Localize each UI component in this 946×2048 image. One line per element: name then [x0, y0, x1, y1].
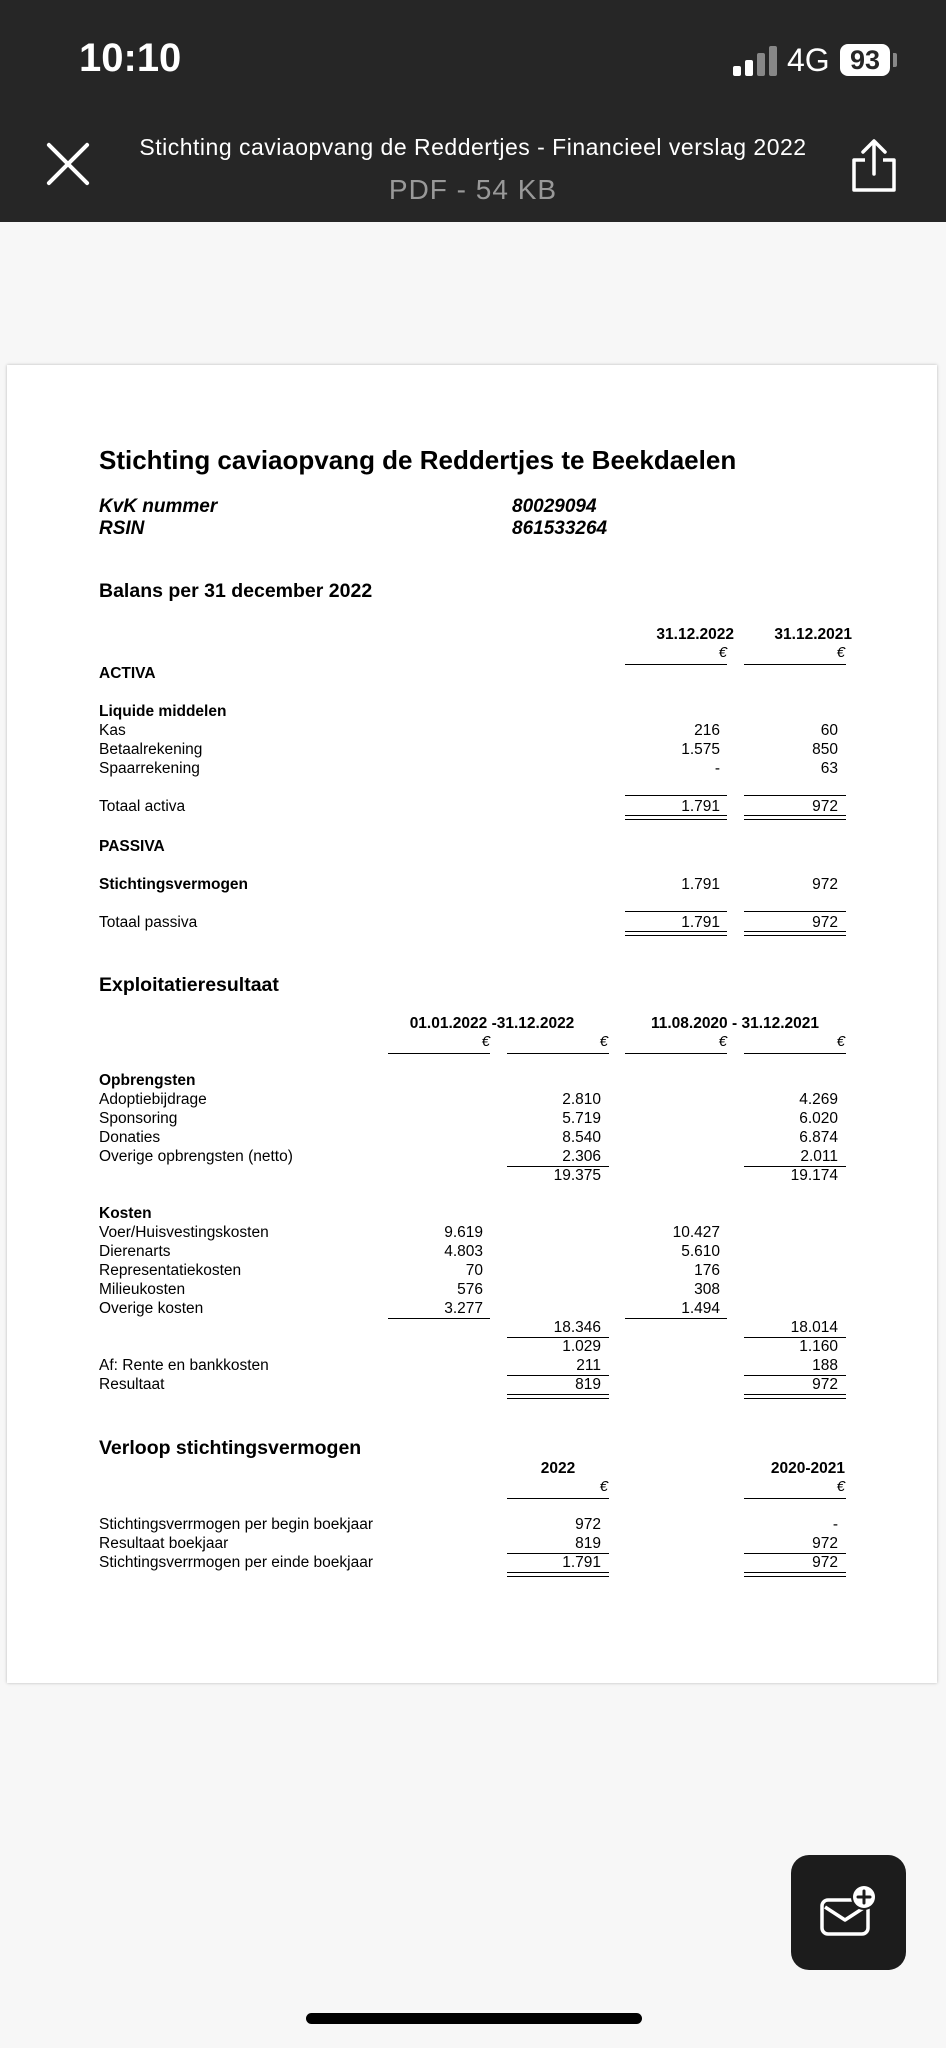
balans-row-value: - — [714, 760, 720, 777]
kosten-value: 9.619 — [444, 1224, 483, 1241]
totaal-activa-value: 972 — [812, 798, 838, 815]
divider — [744, 795, 846, 796]
verloop-value: 972 — [575, 1516, 601, 1533]
double-underline — [744, 815, 846, 820]
stichtingsvermogen-value: 1.791 — [681, 876, 720, 893]
double-underline — [507, 1394, 609, 1399]
divider — [507, 1498, 609, 1499]
kvk-label: KvK nummer — [99, 496, 218, 517]
stichtingsvermogen-label: Stichtingsvermogen — [99, 876, 248, 893]
double-underline — [744, 1394, 846, 1399]
currency-label: € — [718, 1033, 727, 1050]
verloop-value: 972 — [812, 1554, 838, 1571]
battery-icon: 93 — [840, 44, 890, 76]
divider — [744, 664, 846, 665]
divider — [388, 1318, 490, 1319]
balans-row-label: Spaarrekening — [99, 760, 200, 777]
opbrengsten-value: 4.269 — [799, 1091, 838, 1108]
battery-tip — [893, 53, 897, 67]
divider — [625, 1053, 727, 1054]
rsin-label: RSIN — [99, 518, 145, 539]
divider — [625, 1318, 727, 1319]
opbrengsten-value: 6.020 — [799, 1110, 838, 1127]
opbrengsten-value: 2.810 — [562, 1091, 601, 1108]
verloop-label: Resultaat boekjaar — [99, 1535, 229, 1552]
balans-row-value: 216 — [694, 722, 720, 739]
verloop-value: 972 — [812, 1535, 838, 1552]
opbrengsten-value: 6.874 — [799, 1129, 838, 1146]
kosten-value: 576 — [457, 1281, 483, 1298]
opbrengsten-value: 2.306 — [562, 1148, 601, 1165]
kosten-heading: Kosten — [99, 1205, 152, 1222]
activa-heading: ACTIVA — [99, 665, 156, 682]
balans-row-value: 1.575 — [681, 741, 720, 758]
opbrengsten-value: 8.540 — [562, 1129, 601, 1146]
kosten-value: 1.494 — [681, 1300, 720, 1317]
verloop-label: Stichtingsverrmogen per einde boekjaar — [99, 1554, 373, 1571]
currency-label: € — [599, 1033, 608, 1050]
opbrengsten-value: 2.011 — [800, 1148, 838, 1165]
rente-value: 211 — [576, 1357, 601, 1374]
kosten-value: 70 — [465, 1262, 483, 1279]
divider — [388, 1053, 490, 1054]
kosten-value: 308 — [694, 1281, 720, 1298]
kosten-label: Overige kosten — [99, 1300, 204, 1317]
mail-add-icon — [819, 1883, 879, 1939]
subtotal-value: 1.160 — [799, 1338, 838, 1355]
status-time: 10:10 — [79, 36, 182, 80]
kosten-value: 5.610 — [681, 1243, 720, 1260]
totaal-passiva-label: Totaal passiva — [99, 914, 198, 931]
divider — [625, 911, 727, 912]
document-title: Stichting caviaopvang de Reddertjes - Financieel verslag 2022 — [139, 134, 807, 160]
divider — [625, 664, 727, 665]
verloop-heading: Verloop stichtingsvermogen — [99, 1437, 362, 1459]
divider — [744, 1498, 846, 1499]
verloop-label: Stichtingsverrmogen per begin boekjaar — [99, 1516, 373, 1533]
kosten-label: Milieukosten — [99, 1281, 186, 1298]
currency-label: € — [718, 644, 727, 661]
balans-row-value: 63 — [820, 760, 838, 777]
opbrengsten-label: Overige opbrengsten (netto) — [99, 1148, 293, 1165]
kosten-label: Voer/Huisvestingskosten — [99, 1224, 269, 1241]
share-icon[interactable] — [848, 138, 900, 194]
verloop-value: 819 — [575, 1535, 601, 1552]
balans-row-label: Kas — [99, 722, 126, 739]
kosten-value: 4.803 — [444, 1243, 483, 1260]
balans-row-label: Betaalrekening — [99, 741, 203, 758]
kosten-label: Dierenarts — [99, 1243, 171, 1260]
document-subtitle: PDF - 54 KB — [388, 174, 558, 205]
kvk-value: 80029094 — [512, 496, 597, 517]
resultaat-value: 819 — [575, 1376, 601, 1393]
double-underline — [625, 931, 727, 936]
document-heading: Stichting caviaopvang de Reddertjes te Beekdaelen — [99, 445, 737, 475]
pdf-page[interactable] — [7, 365, 937, 1683]
signal-icon — [733, 44, 777, 76]
opbrengsten-total: 19.375 — [553, 1167, 601, 1184]
opbrengsten-total: 19.174 — [790, 1167, 838, 1184]
totaal-passiva-value: 1.791 — [681, 914, 720, 931]
exploitatie-heading: Exploitatieresultaat — [99, 974, 279, 996]
verloop-col1-header: 2022 — [540, 1460, 576, 1477]
currency-label: € — [836, 1478, 845, 1495]
verloop-value: - — [832, 1516, 838, 1533]
network-label: 4G — [787, 42, 830, 78]
rente-value: 188 — [812, 1357, 838, 1374]
passiva-heading: PASSIVA — [99, 838, 165, 855]
divider — [744, 1053, 846, 1054]
totaal-passiva-value: 972 — [812, 914, 838, 931]
opbrengsten-label: Sponsoring — [99, 1110, 178, 1127]
period1-header: 01.01.2022 -31.12.2022 — [409, 1015, 575, 1032]
opbrengsten-label: Donaties — [99, 1129, 161, 1146]
currency-label: € — [836, 644, 845, 661]
divider — [744, 911, 846, 912]
opbrengsten-heading: Opbrengsten — [99, 1072, 196, 1089]
kosten-value: 3.277 — [444, 1300, 483, 1317]
totaal-activa-label: Totaal activa — [99, 798, 186, 815]
rente-label: Af: Rente en bankkosten — [99, 1357, 269, 1374]
top-bar — [0, 0, 946, 222]
divider — [625, 795, 727, 796]
kosten-value: 10.427 — [672, 1224, 720, 1241]
currency-label: € — [481, 1033, 490, 1050]
double-underline — [625, 815, 727, 820]
kosten-total: 18.346 — [553, 1319, 601, 1336]
rsin-value: 861533264 — [512, 518, 608, 539]
double-underline — [744, 931, 846, 936]
totaal-activa-value: 1.791 — [681, 798, 720, 815]
kosten-label: Representatiekosten — [99, 1262, 242, 1279]
balans-row-value: 850 — [812, 741, 838, 758]
verloop-value: 1.791 — [562, 1554, 601, 1571]
verloop-col2-header: 2020-2021 — [770, 1460, 845, 1477]
resultaat-value: 972 — [812, 1376, 838, 1393]
kosten-value: 176 — [694, 1262, 720, 1279]
balans-heading: Balans per 31 december 2022 — [99, 580, 373, 602]
balans-col1-header: 31.12.2022 — [656, 626, 734, 643]
kosten-total: 18.014 — [790, 1319, 838, 1336]
period2-header: 11.08.2020 - 31.12.2021 — [650, 1015, 820, 1032]
subtotal-value: 1.029 — [562, 1338, 601, 1355]
stichtingsvermogen-value: 972 — [812, 876, 838, 893]
balans-col2-header: 31.12.2021 — [774, 626, 852, 643]
double-underline — [507, 1572, 609, 1577]
double-underline — [744, 1572, 846, 1577]
opbrengsten-value: 5.719 — [562, 1110, 601, 1127]
markup-button[interactable] — [791, 1855, 906, 1970]
opbrengsten-label: Adoptiebijdrage — [99, 1091, 207, 1108]
liquide-middelen-heading: Liquide middelen — [99, 703, 227, 720]
balans-row-value: 60 — [820, 722, 838, 739]
resultaat-label: Resultaat — [99, 1376, 165, 1393]
divider — [507, 1053, 609, 1054]
currency-label: € — [836, 1033, 845, 1050]
currency-label: € — [599, 1478, 608, 1495]
home-indicator — [306, 2013, 642, 2024]
